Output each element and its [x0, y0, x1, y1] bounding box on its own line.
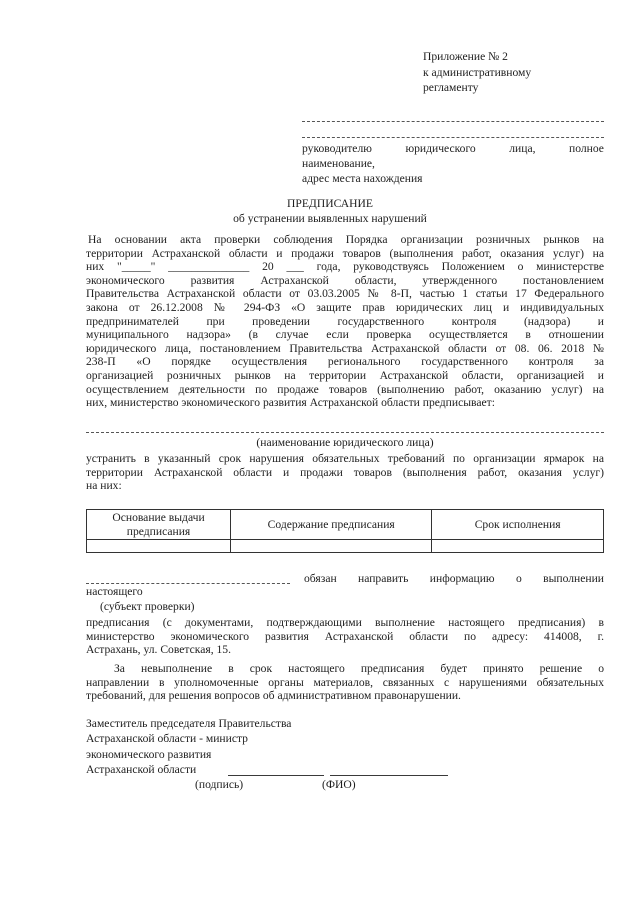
addressee-line-3: адрес места нахождения [302, 172, 423, 185]
warning-paragraph [86, 662, 604, 703]
warning-line: требований, для решения вопросов об административном правонарушении. [86, 689, 461, 703]
body-line: территории Астраханской области и продажи товаров (выполнения работ, оказания услуг) на [86, 246, 604, 260]
order-line: территории Астраханской области и продажи товаров (выполнения работ, оказания услуг) [86, 465, 604, 479]
attachment-reference: к административному [423, 66, 532, 79]
subject-caption: (субъект проверки) [100, 600, 195, 613]
addressee-line-2: наименование, [302, 157, 375, 170]
obligation-line-1 [304, 572, 604, 586]
body-line: организацией розничных рынков на территории Астраханской области, организацией и [86, 368, 604, 382]
obligation-word: выполнении [543, 572, 604, 585]
signatory-position-line-1: Заместитель председателя Правительства [86, 717, 292, 730]
obligation-line: предписания (с документами, подтверждающими выполнение настоящего предписания) в [86, 616, 604, 629]
prescription-table [86, 509, 604, 553]
obligation-word: информацию [429, 572, 495, 585]
signature-line [228, 775, 324, 776]
name-line [330, 775, 448, 776]
obligation-word: направить [358, 572, 409, 585]
table-header-row [87, 510, 604, 540]
body-line: муниципального надзора» (в случае если проверка осуществляется в отношении [86, 328, 604, 342]
signatory-position-line-2: Астраханской области - министр [86, 732, 248, 745]
signatory-position-line-3: экономического развития [86, 748, 212, 761]
body-paragraph [86, 233, 604, 410]
body-line: них, министерство экономического развития Астраханской области предписывает: [86, 396, 495, 410]
obligation-word: обязан [304, 572, 337, 585]
subject-blank-line [86, 583, 290, 584]
document-subtitle: об устранении выявленных нарушений [233, 212, 427, 225]
body-line: осуществлением деятельности по продаже товаров (выполнению работ, оказанию услуг) на [86, 382, 604, 396]
table-header-basis: Основание выдачи предписания [87, 510, 231, 540]
body-line: Правительства Астраханской области от 03.03.2005 № 8-П, частью 1 статьи 17 Федерального [86, 287, 604, 301]
obligation-line-2: настоящего [86, 585, 143, 598]
signatory-position-line-4: Астраханской области [86, 763, 197, 776]
table-cell-deadline [432, 540, 604, 553]
body-line: предпринимателей при проведении государственного контроля (надзора) и [86, 314, 604, 328]
obligation-word: о [515, 572, 522, 585]
addressee-word: руководителю [302, 142, 372, 155]
addressee-blank-line-2 [302, 137, 604, 138]
body-line: На основании акта проверки соблюдения Порядка организации розничных рынков на [88, 233, 604, 246]
attachment-number: Приложение № 2 [423, 50, 508, 63]
legal-entity-caption: (наименование юридического лица) [256, 436, 434, 449]
body-line: закона от 26.12.2008 № 294-ФЗ «О защите прав юридических лиц и индивидуальных [86, 300, 604, 314]
warning-line: направлении в уполномоченные органы материалов, связанных с нарушениями обязательных [86, 675, 604, 689]
table-cell-basis [87, 540, 231, 553]
obligation-line: Астрахань, ул. Советская, 15. [86, 643, 231, 657]
body-line: 238-П «О порядке осуществления регионального государственного контроля за [86, 355, 604, 369]
order-line: на них: [86, 479, 122, 493]
order-line: устранить в указанный срок нарушения обязательных требований по организации ярмарок на [86, 452, 604, 465]
addressee-word: юридического [405, 142, 476, 155]
order-paragraph [86, 452, 604, 493]
signature-caption: (подпись) [195, 778, 244, 791]
body-line: экономического развития Астраханской области, утвержденного постановлением [86, 273, 604, 287]
attachment-regulation: регламенту [423, 81, 479, 94]
body-line: юридического лица, постановлением Правительства Астраханской области от 08. 06. 2018 № [86, 341, 604, 355]
body-line: них "_____" ______________ 20 ___ года, руководствуясь Положением о министерстве [86, 260, 604, 274]
table-header-deadline: Срок исполнения [432, 510, 604, 540]
addressee-word: полное [569, 142, 604, 155]
obligation-rest [86, 616, 604, 657]
legal-entity-blank-line [86, 432, 604, 433]
warning-line: За невыполнение в срок настоящего предписания будет принято решение о [114, 662, 604, 675]
document-title: ПРЕДПИСАНИЕ [287, 197, 373, 210]
name-caption: (ФИО) [322, 778, 356, 791]
obligation-line: министерство экономического развития Астраханской области по адресу: 414008, г. [86, 629, 604, 643]
addressee-word: лица, [509, 142, 536, 155]
addressee-blank-line-1 [302, 121, 604, 122]
table-cell-content [231, 540, 432, 553]
table-header-content: Содержание предписания [231, 510, 432, 540]
addressee-line-1 [302, 142, 604, 156]
table-row [87, 540, 604, 553]
